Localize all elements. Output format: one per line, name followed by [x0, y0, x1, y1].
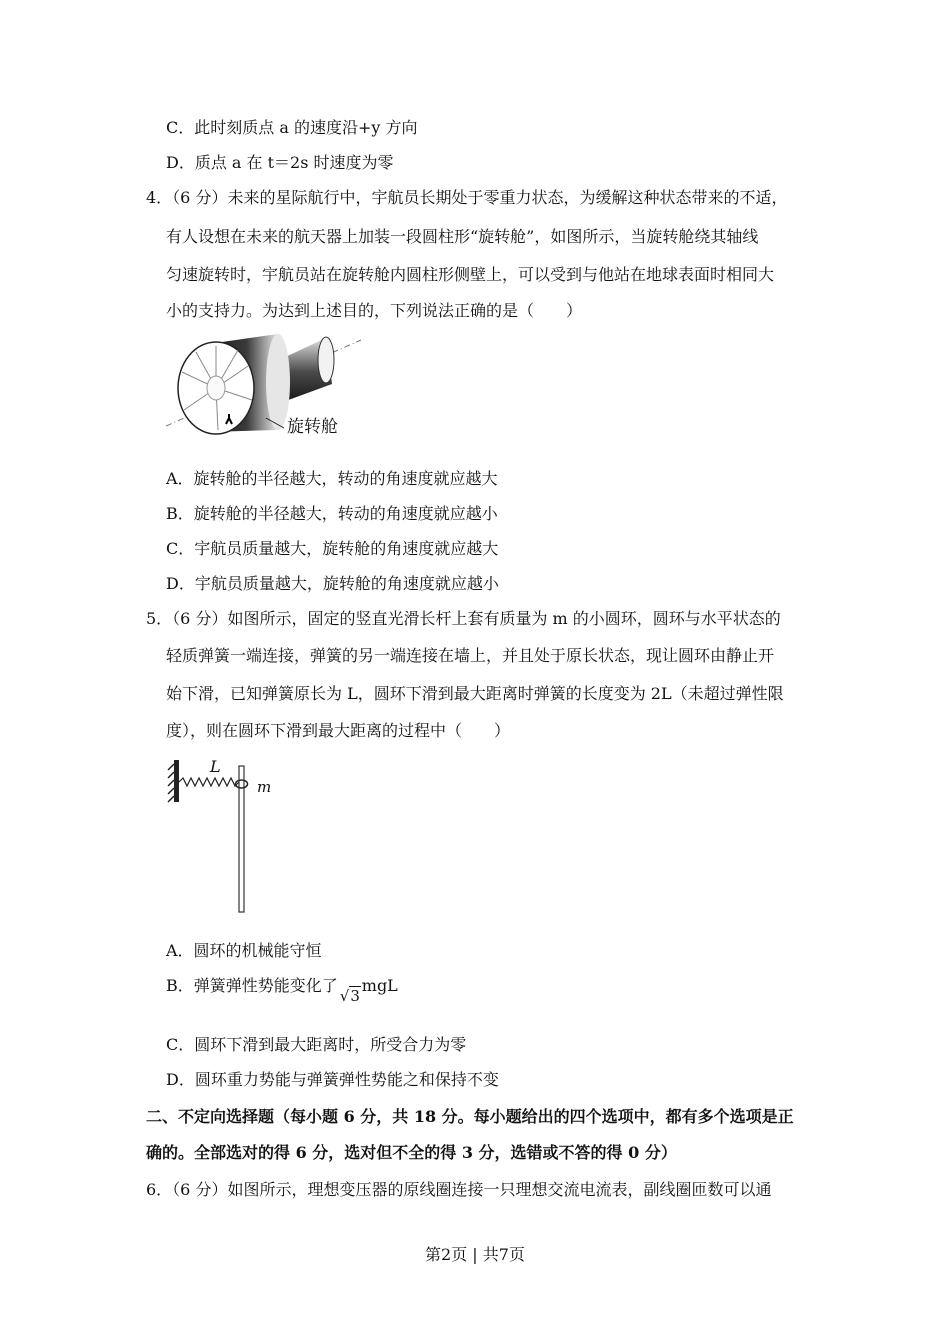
- q4-stem-line-3: 匀速旋转时，宇航员站在旋转舱内圆柱形侧壁上，可以受到与他站在地球表面时相同大: [166, 265, 775, 284]
- ring-mass-label: m: [257, 778, 272, 796]
- q3-option-d: D．质点 a 在 t＝2s 时速度为零: [166, 153, 394, 172]
- q5-option-d: D．圆环重力势能与弹簧弹性势能之和保持不变: [166, 1070, 499, 1089]
- sqrt-sign-icon: √3: [339, 987, 360, 1005]
- spring-length-label: L: [210, 757, 221, 776]
- q5-option-b: [166, 975, 398, 1005]
- q4-option-c: C．宇航员质量越大，旋转舱的角速度就应越大: [166, 539, 499, 558]
- q5-option-c: C．圆环下滑到最大距离时，所受合力为零: [166, 1035, 467, 1054]
- page-footer: 第2页 | 共7页: [425, 1245, 525, 1264]
- q5-option-b-text: B．弹簧弹性势能变化了: [166, 976, 338, 995]
- section-2-heading-line-2: 确的。全部选对的得 6 分，选对但不全的得 3 分，选错或不答的得 0 分）: [146, 1143, 677, 1162]
- q5-option-b-unit: mgL: [361, 976, 398, 995]
- q4-stem-line-1: 4．（6 分）未来的星际航行中，宇航员长期处于零重力状态，为缓解这种状态带来的不适，: [146, 188, 788, 207]
- q6-stem-line-1: 6．（6 分）如图所示，理想变压器的原线圈连接一只理想交流电流表，副线圈匝数可以通: [146, 1180, 772, 1199]
- q5-stem-line-3: 始下滑，已知弹簧原长为 L，圆环下滑到最大距离时弹簧的长度变为 2L（未超过弹性限: [166, 684, 784, 703]
- q3-option-c: C．此时刻质点 a 的速度沿+y 方向: [166, 118, 418, 137]
- q4-option-d: D．宇航员质量越大，旋转舱的角速度就应越小: [166, 574, 499, 593]
- section-2-heading-line-1: 二、不定向选择题（每小题 6 分，共 18 分。每小题给出的四个选项中，都有多个选项是正: [146, 1107, 794, 1126]
- q5-stem-line-2: 轻质弹簧一端连接，弹簧的另一端连接在墙上，并且处于原长状态，现让圆环由静止开: [166, 646, 775, 665]
- q4-stem-line-4: 小的支持力。为达到上述目的，下列说法正确的是（ ）: [166, 301, 583, 320]
- sqrt-expression: [338, 975, 362, 1005]
- q5-stem-line-4: 度），则在圆环下滑到最大距离的过程中（ ）: [166, 721, 511, 740]
- q5-option-a: A．圆环的机械能守恒: [166, 941, 322, 960]
- sqrt-radicand: 3: [350, 987, 360, 1005]
- q4-option-b: B．旋转舱的半径越大，转动的角速度就应越小: [166, 504, 498, 523]
- rotating-cabin-label: 旋转舱: [287, 417, 338, 437]
- q4-option-a: A．旋转舱的半径越大，转动的角速度就应越大: [166, 469, 498, 488]
- q5-stem-line-1: 5．（6 分）如图所示，固定的竖直光滑长杆上套有质量为 m 的小圆环，圆环与水平状态的: [146, 609, 781, 628]
- q4-stem-line-2: 有人设想在未来的航天器上加装一段圆柱形“旋转舱”，如图所示，当旋转舱绕其轴线: [166, 227, 759, 246]
